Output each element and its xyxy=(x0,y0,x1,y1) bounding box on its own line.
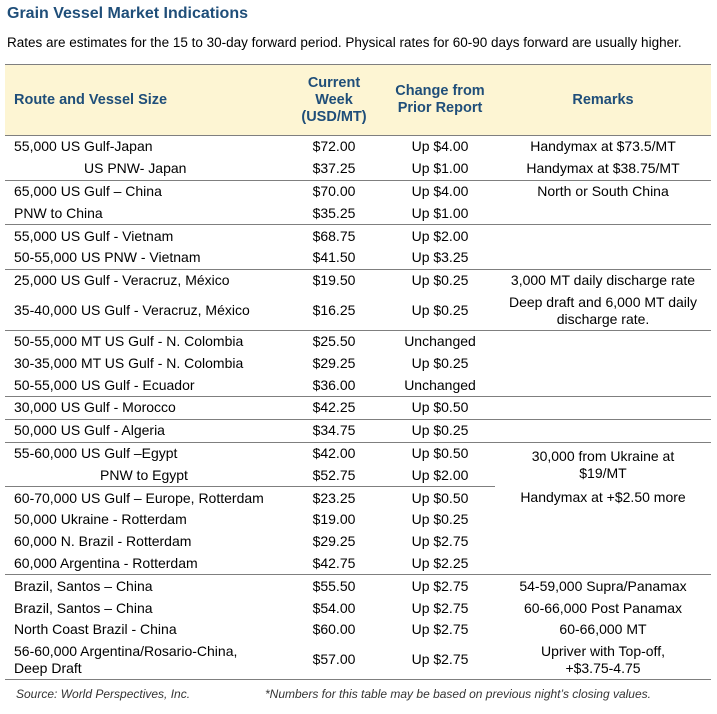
rate-cell: $19.00 xyxy=(312,511,356,528)
change-cell: Up $0.50 xyxy=(385,396,495,419)
remarks-line: +$3.75-4.75 xyxy=(565,659,641,676)
rate-cell: $70.00 xyxy=(312,182,356,199)
rate-cell: $16.25 xyxy=(283,292,385,331)
rate-cell: $19.50 xyxy=(312,272,356,289)
table-row xyxy=(5,136,711,158)
remarks-line: discharge rate. xyxy=(556,310,650,327)
change-cell: Up $4.00 xyxy=(411,138,469,155)
table-row xyxy=(5,575,711,597)
remarks-cell xyxy=(495,531,711,553)
rate-cell: $60.00 xyxy=(312,621,356,638)
route-line: 56-60,000 Argentina/Rosario-China, xyxy=(14,642,238,659)
table-row xyxy=(5,641,711,680)
route-cell: US PNW- Japan xyxy=(5,158,283,180)
header-current-line1: Current xyxy=(307,74,361,91)
route-cell: 50-55,000 US Gulf - Ecuador xyxy=(5,374,283,396)
rate-cell: $35.25 xyxy=(283,202,385,224)
remarks-cell xyxy=(495,330,711,352)
header-current-line2: Week xyxy=(315,91,353,108)
table-row xyxy=(5,292,711,331)
rate-cell: $57.00 xyxy=(283,641,385,680)
route-cell: 60,000 Argentina - Rotterdam xyxy=(5,553,283,575)
rate-cell: $72.00 xyxy=(312,138,356,155)
remarks-cell: 60-66,000 Post Panamax xyxy=(524,599,682,616)
table-row xyxy=(5,180,711,202)
remarks-cell: Handymax at $38.75/MT xyxy=(495,158,711,180)
rate-cell: $29.25 xyxy=(312,533,356,550)
page-subtitle: Rates are estimates for the 15 to 30-day forward period. Physical rates for 60-90 days forward are usually higher. xyxy=(7,35,682,50)
rate-cell: $29.25 xyxy=(312,354,356,371)
table-row xyxy=(5,330,711,352)
route-cell xyxy=(5,641,283,680)
rate-cell: $23.25 xyxy=(312,489,356,506)
remarks-cell: 3,000 MT daily discharge rate xyxy=(510,272,696,289)
header-current-week xyxy=(283,65,385,136)
remarks-cell xyxy=(495,292,711,331)
change-cell: Unchanged xyxy=(404,332,476,349)
route-cell: 30,000 US Gulf - Morocco xyxy=(5,396,283,419)
change-cell: Up $0.25 xyxy=(385,292,495,331)
remarks-cell xyxy=(495,396,711,419)
route-cell: 55-60,000 US Gulf –Egypt xyxy=(14,444,178,461)
header-remarks: Remarks xyxy=(495,65,711,136)
rate-cell: $52.75 xyxy=(283,464,385,486)
change-cell: Up $3.25 xyxy=(385,247,495,269)
table-row xyxy=(5,442,711,464)
route-cell: North Coast Brazil - China xyxy=(14,621,177,638)
header-current-line3: (USD/MT) xyxy=(301,108,367,125)
table-row xyxy=(5,619,711,641)
remarks-line: Deep draft and 6,000 MT daily xyxy=(508,293,698,310)
table-row xyxy=(5,202,711,224)
change-cell: Unchanged xyxy=(385,374,495,396)
remarks-cell: Handymax at +$2.50 more xyxy=(520,489,686,506)
remarks-cell xyxy=(495,202,711,224)
change-cell: Up $2.75 xyxy=(411,621,469,638)
rate-cell: $55.50 xyxy=(312,577,356,594)
route-cell: 50,000 Ukraine - Rotterdam xyxy=(14,511,187,528)
change-cell: Up $0.50 xyxy=(411,489,469,506)
rate-cell: $42.75 xyxy=(283,553,385,575)
header-route: Route and Vessel Size xyxy=(5,65,283,136)
remarks-cell xyxy=(495,419,711,442)
remarks-cell xyxy=(495,553,711,575)
route-cell: 50-55,000 US PNW - Vietnam xyxy=(5,247,283,269)
remarks-cell xyxy=(495,442,711,487)
route-cell: 55,000 US Gulf-Japan xyxy=(14,138,153,155)
route-cell: 60-70,000 US Gulf – Europe, Rotterdam xyxy=(14,489,264,506)
remarks-cell xyxy=(495,247,711,269)
change-cell: Up $0.25 xyxy=(385,419,495,442)
rate-cell: $36.00 xyxy=(283,374,385,396)
remarks-cell xyxy=(495,641,711,680)
remarks-cell: Handymax at $73.5/MT xyxy=(530,138,676,155)
closing-values-note: *Numbers for this table may be based on previous night’s closing values. xyxy=(265,687,651,701)
rate-cell: $41.50 xyxy=(283,247,385,269)
change-cell: Up $0.25 xyxy=(411,511,469,528)
remarks-cell xyxy=(495,509,711,531)
route-cell: 25,000 US Gulf - Veracruz, México xyxy=(14,272,230,289)
table-row xyxy=(5,352,711,374)
rate-cell: $25.50 xyxy=(312,332,356,349)
route-cell: 65,000 US Gulf – China xyxy=(14,182,162,199)
rate-cell: $42.25 xyxy=(283,396,385,419)
rate-cell: $54.00 xyxy=(312,599,356,616)
route-cell: Brazil, Santos – China xyxy=(14,599,153,616)
change-cell: Up $2.00 xyxy=(385,464,495,486)
change-cell: Up $2.75 xyxy=(411,599,469,616)
table-header-row xyxy=(5,65,711,136)
route-cell: 50,000 US Gulf - Algeria xyxy=(5,419,283,442)
route-cell: 60,000 N. Brazil - Rotterdam xyxy=(14,533,192,550)
table-row xyxy=(5,597,711,619)
change-cell: Up $2.00 xyxy=(411,227,469,244)
header-change-line1: Change from xyxy=(395,83,485,99)
rate-cell: $42.00 xyxy=(312,444,356,461)
change-cell: Up $2.75 xyxy=(411,577,469,594)
remarks-cell: 60-66,000 MT xyxy=(559,621,647,638)
remarks-cell xyxy=(495,374,711,396)
remarks-cell: 54-59,000 Supra/Panamax xyxy=(519,577,687,594)
change-cell: Up $1.00 xyxy=(385,202,495,224)
table-row xyxy=(5,553,711,575)
table-row xyxy=(5,509,711,531)
change-cell: Up $2.75 xyxy=(411,533,469,550)
rate-cell: $68.75 xyxy=(312,227,356,244)
remarks-cell xyxy=(495,352,711,374)
table-row xyxy=(5,531,711,553)
header-change xyxy=(385,65,495,136)
remarks-line: 30,000 from Ukraine at xyxy=(531,447,675,464)
table-row xyxy=(5,158,711,180)
source-note: Source: World Perspectives, Inc. xyxy=(16,687,191,701)
rate-cell: $37.25 xyxy=(283,158,385,180)
remarks-cell xyxy=(495,225,711,247)
change-cell: Up $4.00 xyxy=(411,182,469,199)
table-row xyxy=(5,487,711,509)
route-cell: 30-35,000 MT US Gulf - N. Colombia xyxy=(14,354,244,371)
route-cell: Brazil, Santos – China xyxy=(14,577,153,594)
route-cell: PNW to China xyxy=(5,202,283,224)
route-line: Deep Draft xyxy=(14,659,82,676)
table-row xyxy=(5,396,711,419)
change-cell: Up $2.75 xyxy=(385,641,495,680)
table-row xyxy=(5,269,711,291)
header-change-line2: Prior Report xyxy=(397,100,483,116)
route-cell: 35-40,000 US Gulf - Veracruz, México xyxy=(5,292,283,331)
table-row xyxy=(5,374,711,396)
remarks-line: Upriver with Top-off, xyxy=(541,642,665,659)
change-cell: Up $0.25 xyxy=(411,354,469,371)
table-row xyxy=(5,247,711,269)
table-row xyxy=(5,225,711,247)
remarks-line: $19/MT xyxy=(579,464,627,481)
change-cell: Up $1.00 xyxy=(385,158,495,180)
table-row xyxy=(5,419,711,442)
change-cell: Up $0.25 xyxy=(411,272,469,289)
vessel-rates-table xyxy=(5,64,711,680)
route-cell: 55,000 US Gulf - Vietnam xyxy=(14,227,174,244)
page-title: Grain Vessel Market Indications xyxy=(7,5,248,22)
remarks-cell: North or South China xyxy=(537,182,669,199)
change-cell: Up $0.50 xyxy=(411,444,469,461)
change-cell: Up $2.25 xyxy=(385,553,495,575)
route-cell: PNW to Egypt xyxy=(5,464,283,486)
rate-cell: $34.75 xyxy=(283,419,385,442)
route-cell: 50-55,000 MT US Gulf - N. Colombia xyxy=(14,332,244,349)
